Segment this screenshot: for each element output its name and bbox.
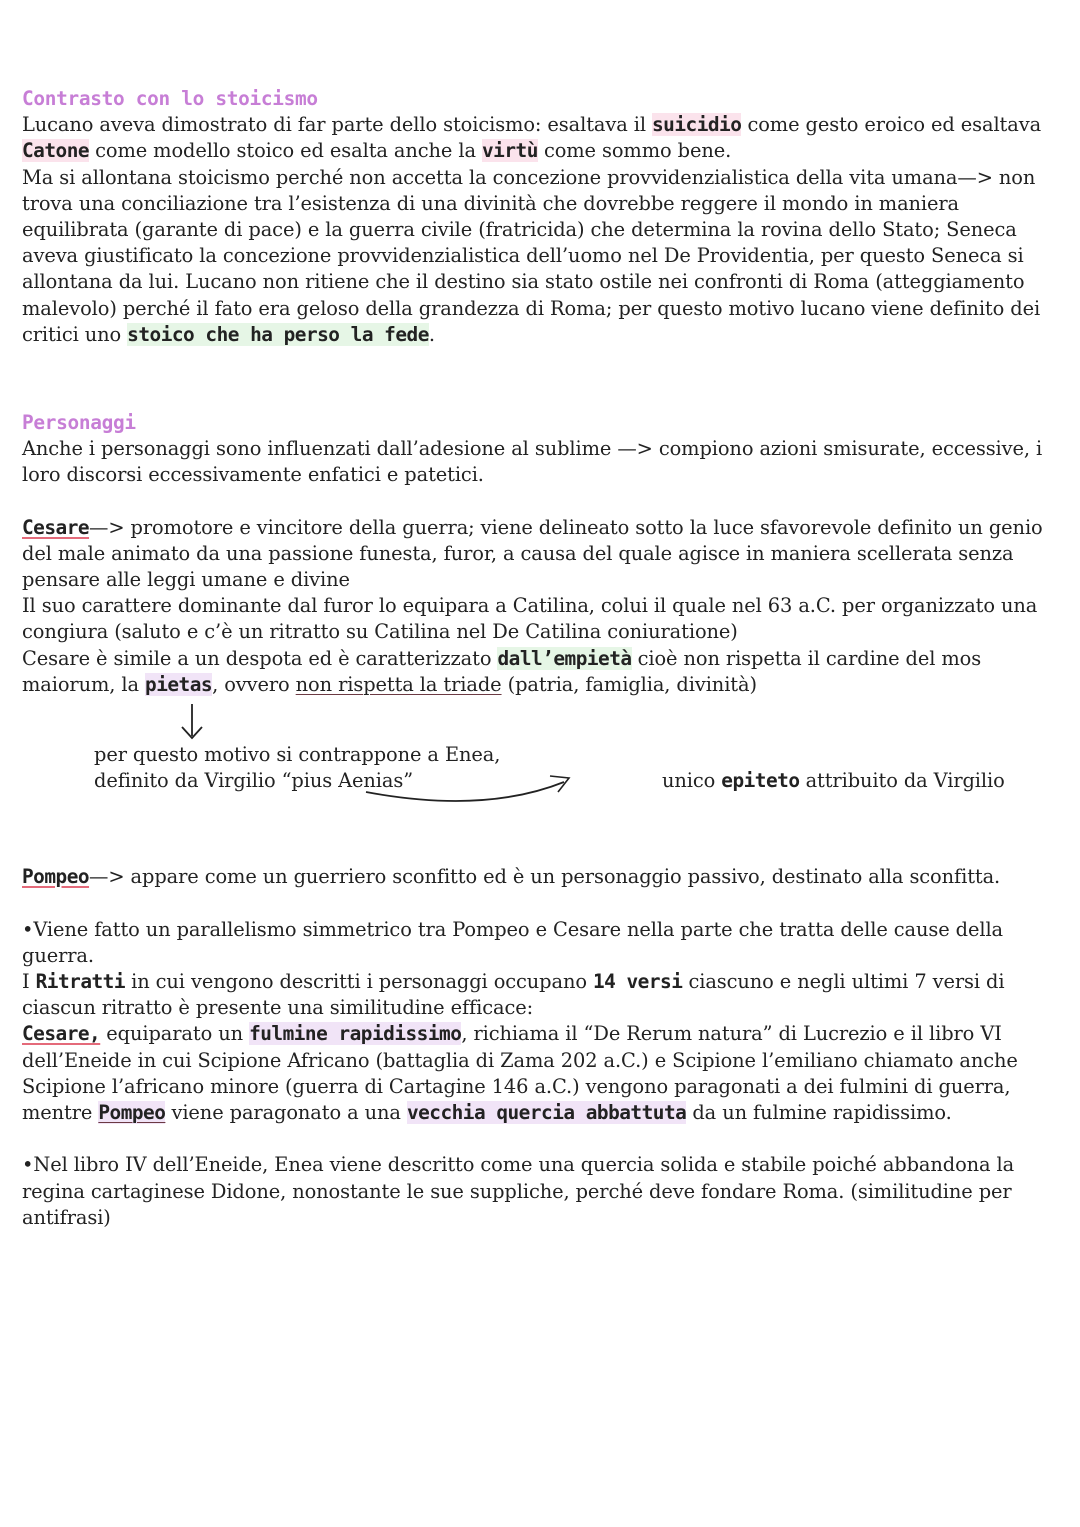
enea-block: [94, 742, 1070, 794]
epiteto-note: unico epiteto attribuito da Virgilio: [662, 769, 1005, 793]
keyword-virtu: virtù: [482, 139, 538, 163]
paragraph-personaggi-intro: Anche i personaggi sono influenzati dall’adesione al sublime —> compiono azioni smisurate, eccessive, i loro discorsi eccessivamente enfatici e patetici.: [22, 437, 1043, 487]
name-cesare: Cesare: [22, 515, 90, 539]
down-arrow-row: [22, 698, 1070, 742]
section-title-personaggi: Personaggi: [22, 411, 136, 435]
paragraph-similitudine: Cesare, equiparato un fulmine rapidissimo, richiama il “De Rerum natura” di Lucrezio e il libro VI dell’Eneide in cui Scipione Africano (battaglia di Zama 202 a.C.) e Scipione l’emiliano chiamato anche Scipione l’africano minore (guerra di Cartagine 146 a.C.) vengono paragonati a dei fulmini di guerra, mentre Pompeo viene paragonato a una vecchia quercia abbattuta da un fulmine rapidissimo.: [22, 1022, 1018, 1125]
paragraph-ritratti: I Ritratti in cui vengono descritti i personaggi occupano 14 versi ciascuno e negli ultimi 7 versi di ciascun ritratto è presente una similitudine efficace:: [22, 970, 1005, 1020]
bullet-parallelismo: •Viene fatto un parallelismo simmetrico tra Pompeo e Cesare nella parte che tratta delle cause della guerra.: [22, 917, 1004, 967]
paragraph-cesare-3: Cesare è simile a un despota ed è caratterizzato dall’empietà cioè non rispetta il cardine del mos maiorum, la pietas, ovvero non rispetta la triade (patria, famiglia, divinità): [22, 646, 982, 696]
enea-line-1: per questo motivo si contrappone a Enea,: [94, 743, 501, 767]
name-cesare-2: Cesare,: [22, 1022, 101, 1046]
notes-page: [22, 86, 1070, 1231]
keyword-quercia: vecchia quercia abbattuta: [406, 1101, 687, 1125]
down-arrow-icon: [172, 700, 212, 744]
paragraph-pompeo: Pompeo—> appare come un guerriero sconfitto ed è un personaggio passivo, destinato alla sconfitta.: [22, 865, 1001, 889]
name-pompeo: Pompeo: [22, 865, 90, 889]
keyword-ritratti: Ritratti: [35, 970, 126, 994]
section-title-stoicismo: Contrasto con lo stoicismo: [22, 87, 318, 110]
keyword-14-versi: 14 versi: [592, 970, 683, 994]
name-pompeo-2: Pompeo: [98, 1101, 166, 1125]
keyword-suicidio: suicidio: [652, 113, 742, 137]
bullet-enea-quercia: •Nel libro IV dell’Eneide, Enea viene descritto come una quercia solida e stabile poiché abbandona la regina cartaginese Didone, nonostante le sue suppliche, perché deve fondare Roma. (similitudine per antifrasi): [22, 1153, 1015, 1229]
paragraph-cesare-1: Cesare—> promotore e vincitore della guerra; viene delineato sotto la luce sfavorevole definito un genio del male animato da una passione funesta, furor, a causa del quale agisce in maniera scellerata senza pensare alle leggi umane e divine: [22, 515, 1043, 592]
keyword-fulmine: fulmine rapidissimo: [249, 1022, 462, 1046]
bullet-icon: •: [22, 917, 34, 941]
paragraph-stoicismo-2: Ma si allontana stoicismo perché non accetta la concezione provvidenzialistica della vita umana—> non trova una conciliazione tra l’esistenza di una divinità che dovrebbe reggere il mondo in maniera equilibrata (garante di pace) e la guerra civile (fratricida) che determina la rovina dello Stato; Seneca aveva giustificato la concezione provvidenzialistica dell’uomo nel De Providentia, per questo Seneca si allontana da lui. Lucano non ritiene che il destino sia stato ostile nei confronti di Roma (atteggiamento malevolo) perché il fato era geloso della grandezza di Roma; per questo motivo lucano viene definito dei critici uno stoico che ha perso la fede.: [22, 165, 1041, 346]
keyword-epiteto: epiteto: [721, 769, 800, 793]
paragraph-cesare-2: Il suo carattere dominante dal furor lo equipara a Catilina, colui il quale nel 63 a.C. per organizzato una congiura (saluto e c’è un ritratto su Catilina nel De Catilina coniuratione): [22, 594, 1038, 644]
keyword-triade: non rispetta la triade: [295, 672, 502, 696]
keyword-pietas: pietas: [145, 672, 213, 696]
paragraph-stoicismo-1: Lucano aveva dimostrato di far parte dello stoicismo: esaltava il suicidio come gesto eroico ed esaltava Catone come modello stoico ed esalta anche la virtù come sommo bene.: [22, 113, 1042, 163]
keyword-catone: Catone: [22, 139, 90, 163]
bullet-icon: •: [22, 1153, 34, 1177]
curved-arrow-icon: [364, 762, 634, 808]
keyword-empieta: dall’empietà: [497, 646, 632, 670]
keyword-stoico-perso-fede: stoico che ha perso la fede: [127, 322, 429, 346]
enea-line-2: definito da Virgilio “pius Aenias”: [94, 769, 414, 793]
